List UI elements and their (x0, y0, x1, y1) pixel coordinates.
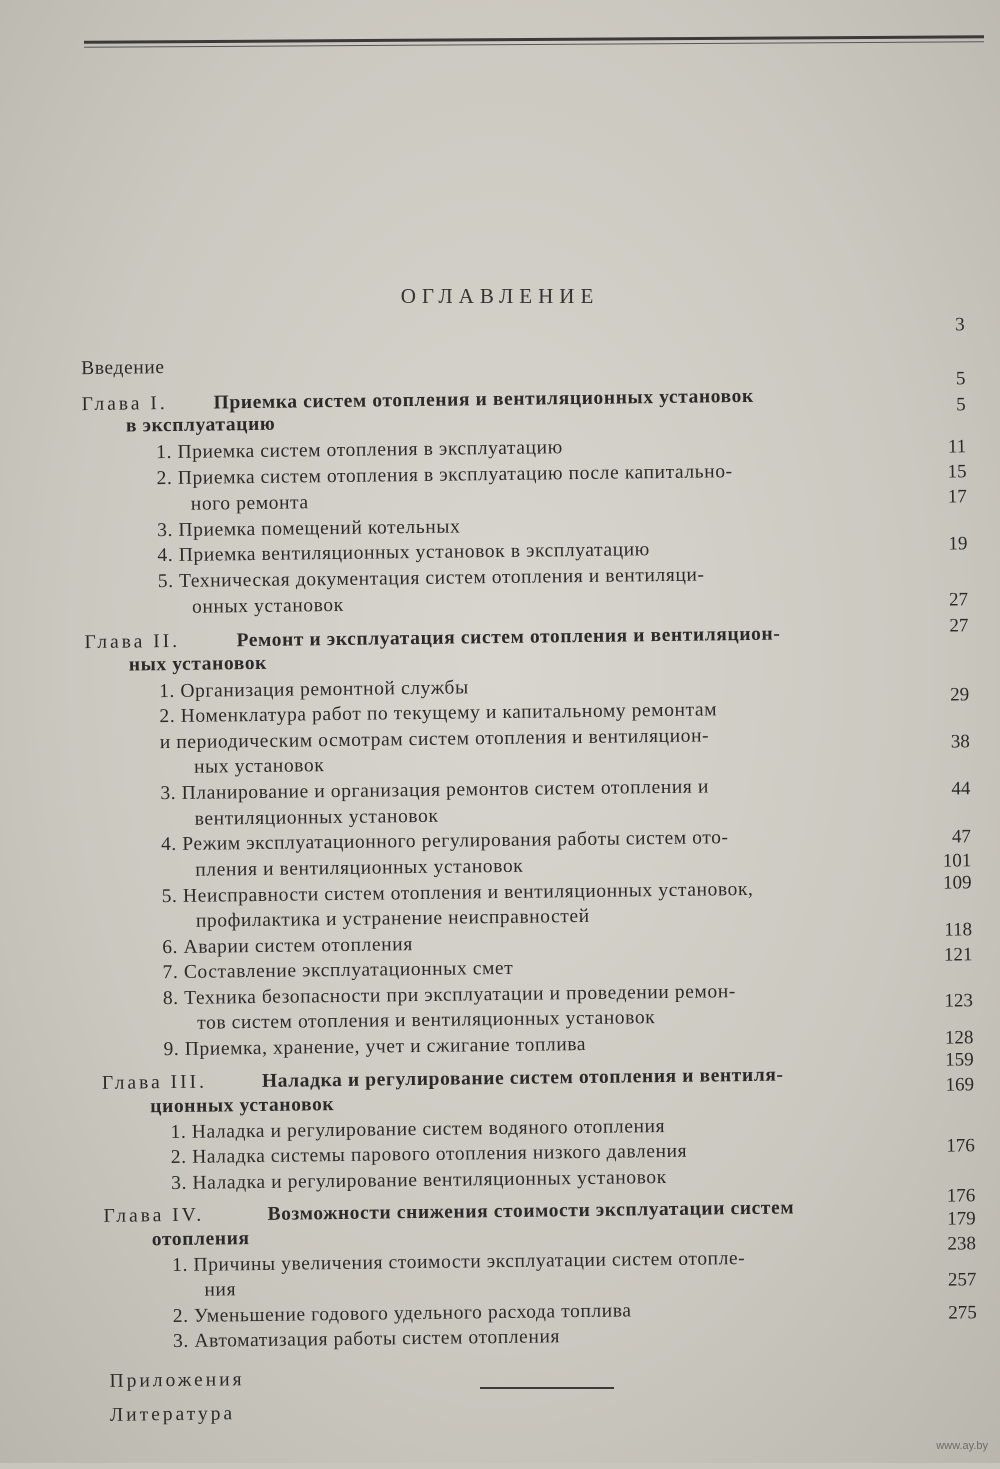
toc-chapter-label: Глава I. (81, 393, 168, 416)
toc-page-number: 159 (945, 1049, 974, 1071)
toc-page-number: 257 (947, 1269, 977, 1291)
toc-entry: ного ремонта (190, 492, 309, 515)
toc-entry: 3. Автоматизация работы систем отопления (172, 1326, 561, 1353)
toc-chapter-title: отопления (151, 1228, 250, 1251)
toc-chapter-label: Глава III. (101, 1071, 208, 1094)
page-title: ОГЛАВЛЕНИЕ (400, 284, 600, 308)
toc-entry: 2. Уменьшение годового удельного расхода топлива (172, 1300, 632, 1328)
toc-entry: пления и вентиляционных установок (195, 855, 524, 881)
toc-page-number: 27 (948, 589, 969, 611)
toc-page-number: 29 (950, 684, 970, 706)
toc-entry: 2. Наладка системы парового отопления низкого давления (170, 1140, 688, 1169)
toc-page-number: 101 (942, 850, 972, 872)
toc-entry: 1. Приемка систем отопления в эксплуатацию (156, 437, 563, 464)
toc-chapter-title: в эксплуатацию (125, 413, 276, 437)
toc-chapter-title: ных установок (128, 652, 268, 676)
toc-chapter-label: Глава II. (84, 630, 181, 654)
toc-entry: профилактика и устранение неисправностей (195, 905, 590, 932)
toc-page-number: 128 (944, 1027, 974, 1049)
toc-entry: 1. Организация ремонтной службы (159, 677, 469, 703)
toc-chapter-label: Приложения (109, 1369, 245, 1392)
toc-page-number: 109 (942, 872, 972, 894)
toc-entry: 3. Приемка помещений котельных (157, 516, 461, 542)
bottom-rule (480, 1387, 614, 1389)
toc-entry: 2. Номенклатура работ по текущему и капитальному ремонтам (159, 699, 718, 728)
toc-entry: 5. Неисправности систем отопления и вентиляционных установок, (161, 878, 754, 908)
toc-page-number: 15 (947, 461, 967, 483)
toc-page-number: 5 (955, 368, 966, 390)
toc-page-number: 19 (948, 533, 968, 555)
toc-entry: ния (204, 1279, 237, 1301)
toc-page-number: 118 (944, 919, 973, 941)
toc-entry: 6. Аварии систем отопления (162, 934, 413, 959)
toc-chapter-label: Глава IV. (103, 1204, 205, 1227)
toc-page-number: 3 (955, 314, 965, 336)
toc-page-number: 169 (945, 1074, 975, 1096)
toc-chapter-title: Наладка и регулирование систем отопления и вентиля- (261, 1064, 784, 1092)
toc-page-number: 179 (947, 1208, 976, 1230)
toc-entry: 2. Приемка систем отопления в эксплуатацию после капитально- (156, 461, 733, 490)
toc-chapter-title: Возможности снижения стоимости эксплуатации систем (267, 1197, 795, 1225)
toc-page-number: 275 (948, 1302, 977, 1324)
toc-page-number: 176 (946, 1185, 976, 1207)
toc-entry: 1. Наладка и регулирование систем водяного отопления (170, 1116, 666, 1144)
toc-page-number: 176 (946, 1135, 975, 1157)
toc-page-number: 17 (947, 486, 967, 508)
toc-entry: Введение (81, 357, 165, 380)
toc-entry: 4. Режим эксплуатационного регулирования работы систем ото- (160, 827, 729, 856)
toc-entry: 3. Наладка и регулирование вентиляционных установок (171, 1166, 667, 1195)
toc-entry: 3. Планирование и организация ремонтов систем отопления и (160, 776, 710, 805)
toc-entry: 5. Техническая документация систем отопления и вентиляци- (157, 564, 705, 593)
toc-entry: вентиляционных установок (194, 805, 439, 830)
toc-chapter-label: Литература (109, 1403, 236, 1426)
toc-page-number: 27 (949, 615, 969, 637)
toc-page-number: 121 (943, 944, 973, 966)
watermark: www.ay.by (936, 1440, 988, 1452)
toc-page-number: 11 (947, 436, 967, 458)
toc-chapter-title: ционных установок (150, 1094, 335, 1118)
toc-page-number: 5 (956, 394, 966, 416)
toc-page-number: 238 (947, 1233, 977, 1255)
toc-entry: тов систем отопления и вентиляционных установок (197, 1007, 656, 1034)
toc-entry: ных установок (193, 755, 325, 778)
toc-page-number: 47 (951, 826, 972, 848)
toc-page-number: 123 (944, 990, 974, 1012)
toc-chapter-title: Приемка систем отопления и вентиляционных установок (213, 385, 754, 414)
toc-entry: 8. Техника безопасности при эксплуатации и проведении ремон- (162, 981, 737, 1010)
toc-entry: 7. Составление эксплуатационных смет (162, 957, 514, 984)
toc-entry: и периодическим осмотрам систем отопления и вентиляцион- (159, 725, 710, 754)
toc-chapter-title: Ремонт и эксплуатация систем отопления и вентиляцион- (236, 623, 781, 652)
toc-entry: онных установок (191, 594, 344, 618)
toc-entry: 4. Приемка вентиляционных установок в эксплуатацию (157, 539, 651, 567)
toc-page-number: 38 (950, 731, 970, 753)
toc-entry: 9. Приемка, хранение, учет и сжигание топлива (163, 1033, 587, 1061)
toc-page-number: 44 (951, 778, 971, 800)
toc-entry: 1. Причины увеличения стоимости эксплуатации систем отопле- (172, 1248, 746, 1277)
